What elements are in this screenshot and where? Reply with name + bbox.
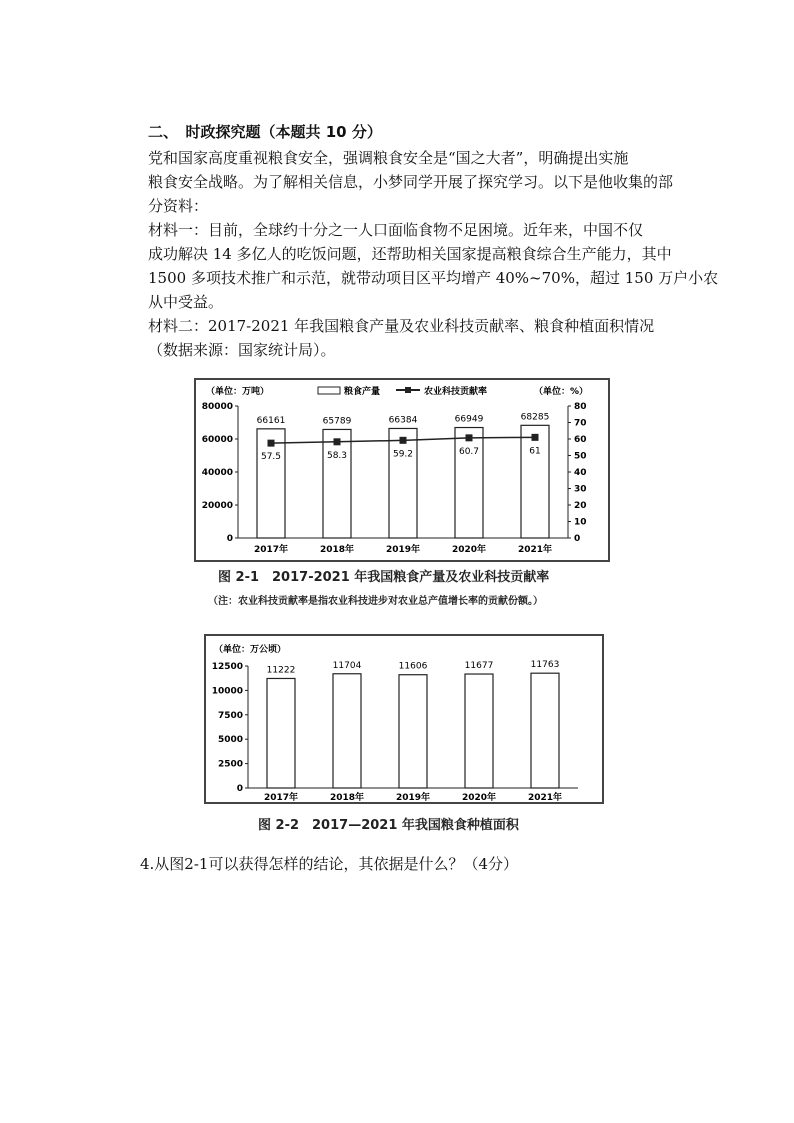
right-tick-label: 50 bbox=[574, 451, 587, 462]
intro-line-1: 党和国家高度重视粮食安全，强调粮食安全是“国之大者”，明确提出实施 bbox=[148, 149, 629, 167]
x-tick-label: 2019年 bbox=[385, 545, 421, 555]
tech-contribution-value-label: 58.3 bbox=[326, 450, 348, 461]
tech-contribution-value-label: 60.7 bbox=[458, 446, 480, 457]
chart-2-2 bbox=[204, 634, 604, 804]
right-tick-label: 20 bbox=[574, 501, 587, 511]
left-tick-label: 80000 bbox=[201, 402, 233, 412]
left-tick-label: 60000 bbox=[201, 435, 233, 445]
tech-contribution-value-label: 59.2 bbox=[392, 449, 414, 460]
right-tick-label: 40 bbox=[574, 468, 587, 478]
tech-contribution-point bbox=[532, 434, 539, 441]
planting-area-bar bbox=[531, 673, 559, 788]
grain-output-value-label: 66384 bbox=[388, 415, 418, 426]
planting-area-value-label: 11677 bbox=[464, 661, 494, 672]
grain-output-value-label: 65789 bbox=[322, 416, 352, 427]
right-tick-label: 70 bbox=[574, 418, 587, 429]
grain-output-value-label: 66161 bbox=[256, 415, 286, 426]
chart-2-1-svg bbox=[196, 380, 608, 560]
left-tick-label: 20000 bbox=[201, 501, 233, 511]
intro-line-3: 分资料： bbox=[148, 197, 209, 215]
right-tick-label: 30 bbox=[574, 484, 587, 495]
planting-area-value-label: 11763 bbox=[530, 660, 560, 671]
planting-area-bar bbox=[465, 674, 493, 788]
left-tick-label: 40000 bbox=[201, 468, 233, 478]
x-tick-label: 2020年 bbox=[451, 545, 487, 555]
y-tick-label: 5000 bbox=[217, 735, 243, 746]
tech-contribution-point bbox=[466, 434, 473, 441]
planting-area-value-label: 11606 bbox=[398, 661, 428, 672]
x-tick-label: 2021年 bbox=[527, 793, 563, 802]
question-4: 4.从图2-1可以获得怎样的结论，其依据是什么？（4分） bbox=[140, 855, 519, 873]
chart-2-2-title: 图 2-2 2017—2021 年我国粮食种植面积 bbox=[258, 818, 519, 833]
y-tick-label: 0 bbox=[236, 784, 243, 794]
planting-area-bar bbox=[399, 675, 427, 788]
intro-line-2: 粮食安全战略。为了解相关信息，小梦同学开展了探究学习。以下是他收集的部 bbox=[148, 173, 674, 191]
planting-area-value-label: 11222 bbox=[266, 665, 296, 676]
grain-output-bar bbox=[389, 428, 417, 538]
y-tick-label: 7500 bbox=[217, 710, 243, 721]
material1-line-3: 1500 多项技术推广和示范，就带动项目区平均增产 40%~70%，超过 150 万户小农 bbox=[148, 269, 719, 287]
right-tick-label: 10 bbox=[574, 517, 587, 528]
tech-contribution-point bbox=[400, 437, 407, 444]
y-tick-label: 12500 bbox=[211, 662, 243, 672]
chart-2-2-svg bbox=[206, 636, 602, 802]
unit-label: （单位：万公顷） bbox=[214, 645, 287, 655]
x-tick-label: 2018年 bbox=[319, 545, 355, 555]
legend-bar-swatch bbox=[318, 387, 340, 394]
legend-line-label: 农业科技贡献率 bbox=[424, 387, 488, 397]
material2-line-1: 材料二：2017-2021 年我国粮食产量及农业科技贡献率、粮食种植面积情况 bbox=[148, 317, 655, 335]
planting-area-value-label: 11704 bbox=[332, 660, 362, 671]
grain-output-bar bbox=[521, 425, 549, 538]
left-unit-label: （单位：万吨） bbox=[206, 387, 270, 397]
y-tick-label: 2500 bbox=[217, 759, 243, 770]
right-tick-label: 80 bbox=[574, 402, 587, 412]
x-tick-label: 2018年 bbox=[329, 793, 365, 802]
right-tick-label: 60 bbox=[574, 435, 587, 445]
grain-output-value-label: 68285 bbox=[520, 412, 550, 423]
material1-line-2: 成功解决 14 多亿人的吃饭问题，还帮助相关国家提高粮食综合生产能力，其中 bbox=[148, 245, 672, 263]
right-tick-label: 0 bbox=[574, 534, 581, 544]
planting-area-bar bbox=[267, 678, 295, 788]
planting-area-bar bbox=[333, 674, 361, 788]
tech-contribution-value-label: 57.5 bbox=[260, 452, 282, 463]
left-tick-label: 0 bbox=[226, 534, 233, 544]
x-tick-label: 2020年 bbox=[461, 793, 497, 802]
chart-2-1-note: （注：农业科技贡献率是指农业科技进步对农业总产值增长率的贡献份额。） bbox=[208, 596, 543, 607]
material1-line-1: 材料一：目前，全球约十分之一人口面临食物不足困境。近年来，中国不仅 bbox=[148, 221, 644, 239]
tech-contribution-point bbox=[334, 438, 341, 445]
tech-contribution-value-label: 61 bbox=[529, 446, 541, 457]
material2-line-2: （数据来源：国家统计局）。 bbox=[148, 341, 336, 359]
grain-output-value-label: 66949 bbox=[454, 414, 484, 425]
grain-output-bar bbox=[455, 428, 483, 538]
x-tick-label: 2019年 bbox=[395, 793, 431, 802]
y-tick-label: 10000 bbox=[211, 686, 243, 697]
chart-2-1 bbox=[194, 378, 610, 562]
x-tick-label: 2017年 bbox=[263, 793, 299, 802]
chart-2-1-title: 图 2-1 2017-2021 年我国粮食产量及农业科技贡献率 bbox=[218, 570, 550, 585]
grain-output-bar bbox=[323, 429, 351, 538]
legend-line-marker bbox=[405, 387, 411, 393]
legend-bar-label: 粮食产量 bbox=[344, 387, 381, 397]
section-title: 二、 时政探究题（本题共 10 分） bbox=[148, 123, 382, 141]
x-tick-label: 2021年 bbox=[517, 545, 553, 555]
tech-contribution-point bbox=[268, 440, 275, 447]
x-tick-label: 2017年 bbox=[253, 545, 289, 555]
material1-line-4: 从中受益。 bbox=[148, 293, 224, 311]
right-unit-label: （单位：%） bbox=[534, 387, 589, 397]
